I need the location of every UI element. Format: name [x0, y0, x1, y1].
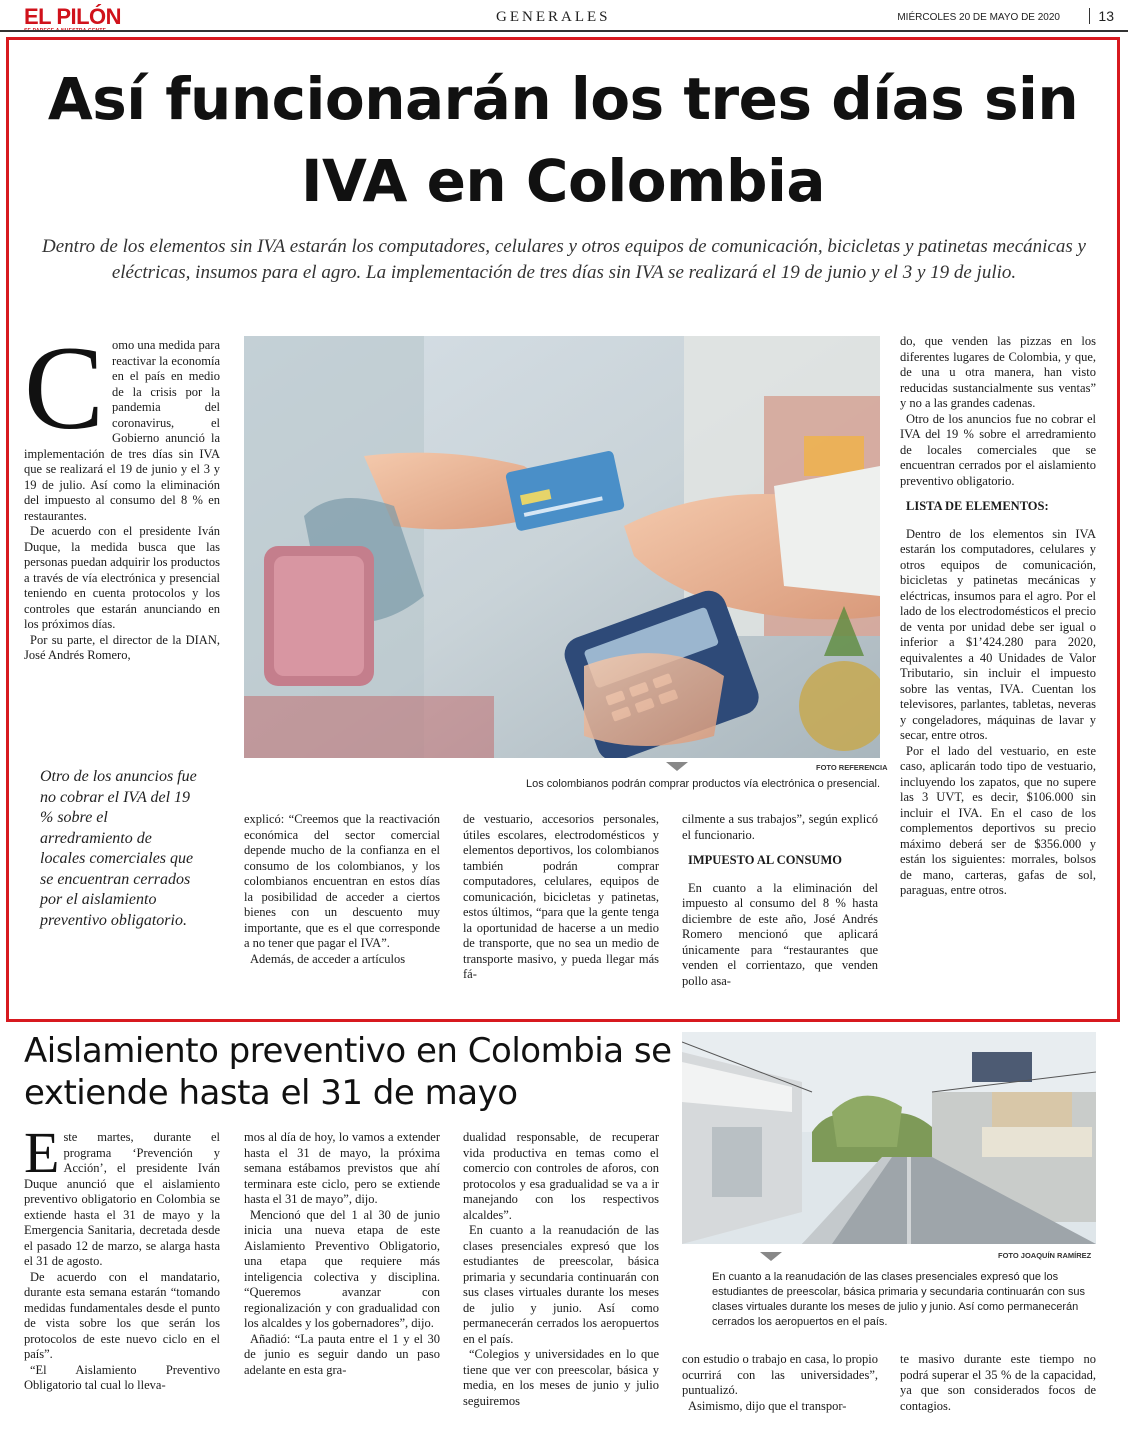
- logo-text: EL PILÓN: [24, 4, 122, 29]
- page-number: 13: [1089, 8, 1114, 24]
- paragraph: explicó: “Creemos que la reactivación económica del sector comercial depende mucho de la confianza en el consumo de los colombianos, y los colombianos encuentran en estos días la posibilidad de acceder a ciertos bienes con un descuento muy importante, que es el que corresponde a no tener que pagar el IVA”.: [244, 812, 440, 950]
- photo-credit: FOTO JOAQUÍN RAMÍREZ: [998, 1251, 1092, 1260]
- paragraph: te masivo durante este tiempo no podrá superar el 35 % de la capacidad, ya que son considerados focos de contagios.: [900, 1352, 1096, 1413]
- paragraph: do, que venden las pizzas en los diferentes lugares de Colombia, y que, de una u otra manera, han visto reducidas sustancialmente sus ventas” y no a las grandes cadenas.: [900, 334, 1096, 410]
- paragraph: cilmente a sus trabajos”, según explicó el funcionario.: [682, 812, 878, 842]
- paragraph: De acuerdo con el mandatario, durante esta semana estarán “tomando medidas fundamentales desde el punto de vista sobre los que serán los protocolos de este nuevo ciclo en el país”.: [24, 1269, 220, 1361]
- pull-quote: Otro de los anuncios fue no cobrar el IVA del 19 % sobre el arredramiento de locales comerciales que se encuentran cerrados por el aislamiento preventivo obligatorio.: [40, 768, 197, 929]
- article2-column-4: [682, 1352, 878, 1414]
- article2-column-3: [463, 1130, 659, 1409]
- article-column-4: [682, 812, 878, 989]
- article2-headline: Aislamiento preventivo en Colombia se extiende hasta el 31 de mayo: [24, 1031, 672, 1113]
- article2-column-5: [900, 1352, 1096, 1414]
- article-column-1: [24, 321, 220, 664]
- paragraph: Otro de los anuncios fue no cobrar el IVA del 19 % sobre el arredramiento de locales comerciales que se encuentran cerrados por el aislamiento preventivo obligatorio.: [900, 411, 1096, 488]
- paragraph: En cuanto a la reanudación de las clases presenciales expresó que los estudiantes de preescolar, básica primaria y secundaria continuarán con sus clases virtuales durante los meses de julio y junio. Así como permanecerán cerrados los aeropuertos en el país.: [463, 1223, 659, 1346]
- paragraph: con estudio o trabajo en casa, lo propio ocurrirá con las universidades”, puntualizó.: [682, 1352, 878, 1397]
- paragraph: “El Aislamiento Preventivo Obligatorio tal cual lo lleva-: [24, 1362, 220, 1392]
- paragraph: Por el lado del vestuario, en este caso, aplicarán todo tipo de vestuario, incluyendo los zapatos, que no supere las 3 UVT, es decir, $106.000 sin incluir el IVA. En el caso de los complementos deportivos su precio máximo deberá ser de $356.000 y están los siguientes: morrales, bolsos de mano, carteras, gafas de sol, paraguas, entre otros.: [900, 743, 1096, 897]
- paragraph: dualidad responsable, de recuperar vida productiva en temas como el comercio con controles de aforos, con protocolos y esa gradualidad se va a ir manejando con los respectivos alcaldes”.: [463, 1130, 659, 1222]
- article-column-3: [463, 812, 659, 983]
- paragraph: En cuanto a la eliminación del impuesto al consumo del 8 % hasta diciembre de este año, José Andrés Romero mencionó que aplicará únicamente para “restaurantes que venden el corrientazo, que venden pollo asa-: [682, 880, 878, 988]
- paragraph: mos al día de hoy, lo vamos a extender hasta el 31 de mayo, la próxima semana estábamos previstos que ahí terminara este ciclo, pero se extiende hasta el 31 de mayo”, dijo.: [244, 1130, 440, 1206]
- paragraph: Asimismo, dijo que el transpor-: [688, 1398, 847, 1413]
- article-column-2: [244, 812, 440, 967]
- photo-caption: Los colombianos podrán comprar productos vía electrónica o presencial.: [525, 778, 880, 790]
- shopping-payment-image: [244, 336, 880, 758]
- paragraph: Además, de acceder a artículos: [250, 951, 406, 966]
- photo-caption: En cuanto a la reanudación de las clases presenciales expresó que los estudiantes de preescolar, básica primaria y secundaria continuarán con sus clases virtuales durante los meses de julio y junio. Así como permanecerán cerrados los aeropuertos en el país.: [712, 1271, 1085, 1328]
- article2-photo: [682, 1032, 1096, 1244]
- caption-marker-icon: [760, 1252, 782, 1262]
- article-column-5: [900, 334, 1096, 899]
- paragraph: de vestuario, accesorios personales, útiles escolares, electrodomésticos y elementos deportivos, los colombianos también podrán comprar computadores, celulares, equipos de comunicación, bicicletas y patinetas, estos últimos, “para que la gente tenga la oportunidad de hacerse a un medio de transporte, que no sea un medio de transporte masivo, y pueda llegar más fá-: [463, 812, 659, 981]
- article2-column-2: [244, 1130, 440, 1378]
- paragraph: ste martes, durante el programa ‘Prevención y Acción’, el presidente Iván Duque anunció que el aislamiento preventivo obligatorio en Colombia se extiende hasta el 31 de mayo y la Emergencia Sanitaria, decretada desde el pasado 12 de marzo, se alarga hasta el 31 de agosto.: [24, 1130, 220, 1268]
- section-subtitle: IMPUESTO AL CONSUMO: [688, 853, 842, 867]
- article2-column-1: [24, 1120, 220, 1394]
- article-subhead: Dentro de los elementos sin IVA estarán los computadores, celulares y otros equipos de comunicación, bicicletas y patinetas mecánicas y eléctricas, insumos para el agro. La implementación de tres días sin IVA se realizará el 19 de junio y el 3 y 19 de julio.: [42, 236, 1086, 283]
- paragraph: Dentro de los elementos sin IVA estarán los computadores, celulares y otros equipos de comunicación, bicicletas y patinetas mecánicas y eléctricas, insumos para el agro. Por el lado de los electrodomésticos el precio de venta por unidad debe ser igual o inferior a $1’424.280 para 2020, equivalentes a 40 Unidades de Valor Tributario, sin incluir el impuesto sobre las ventas, IVA. Cuentan los televisores, parlantes, tabletas, neveras y congeladores, máquinas de lavar y secar, entre otros.: [900, 526, 1096, 742]
- paragraph: omo una medida para reactivar la economía en el país en medio de la crisis por la pandemia del coronavirus, el Gobierno anunció la implementación de tres días sin IVA que se realizará el 19 de junio y el 3 y 19 de julio. Así como la eliminación del impuesto al consumo del 8 % en restaurantes.: [24, 338, 220, 523]
- paragraph: De acuerdo con el presidente Iván Duque, la medida busca que las personas puedan adquirir los productos a través de vía electrónica y presencial teniendo en cuenta protocolos y los controles que estarán anunciando en los próximos días.: [24, 524, 220, 631]
- section-subtitle: LISTA DE ELEMENTOS:: [906, 499, 1049, 513]
- paragraph: Mencionó que del 1 al 30 de junio inicia una nueva etapa de este Aislamiento Preventivo Obligatorio, una etapa que requiere más inteligencia colectiva y disciplina. “Queremos avanzar con regionalización y con gradualidad con los alcaldes y los gobernadores”, dijo.: [244, 1207, 440, 1330]
- paragraph: “Colegios y universidades en lo que tiene que ver con preescolar, básica y media, en los meses de junio y julio seguiremos: [463, 1347, 659, 1408]
- paragraph: Añadió: “La pauta entre el 1 y el 30 de junio es seguir dando un paso adelante en esta gra-: [244, 1331, 440, 1377]
- article-headline: Así funcionarán los tres días sin IVA en Colombia: [47, 65, 1079, 215]
- caption-marker-icon: [666, 762, 688, 772]
- drop-cap: E: [24, 1120, 60, 1185]
- photo-credit: FOTO REFERENCIA: [816, 763, 888, 772]
- issue-date: MIÉRCOLES 20 DE MAYO DE 2020: [897, 12, 1060, 23]
- header-rule: [0, 30, 1128, 32]
- section-name: GENERALES: [496, 9, 611, 25]
- empty-street-image: [682, 1032, 1096, 1244]
- article-photo: [244, 336, 880, 758]
- drop-cap: C: [24, 321, 105, 454]
- paragraph: Por su parte, el director de la DIAN, José Andrés Romero,: [24, 632, 220, 662]
